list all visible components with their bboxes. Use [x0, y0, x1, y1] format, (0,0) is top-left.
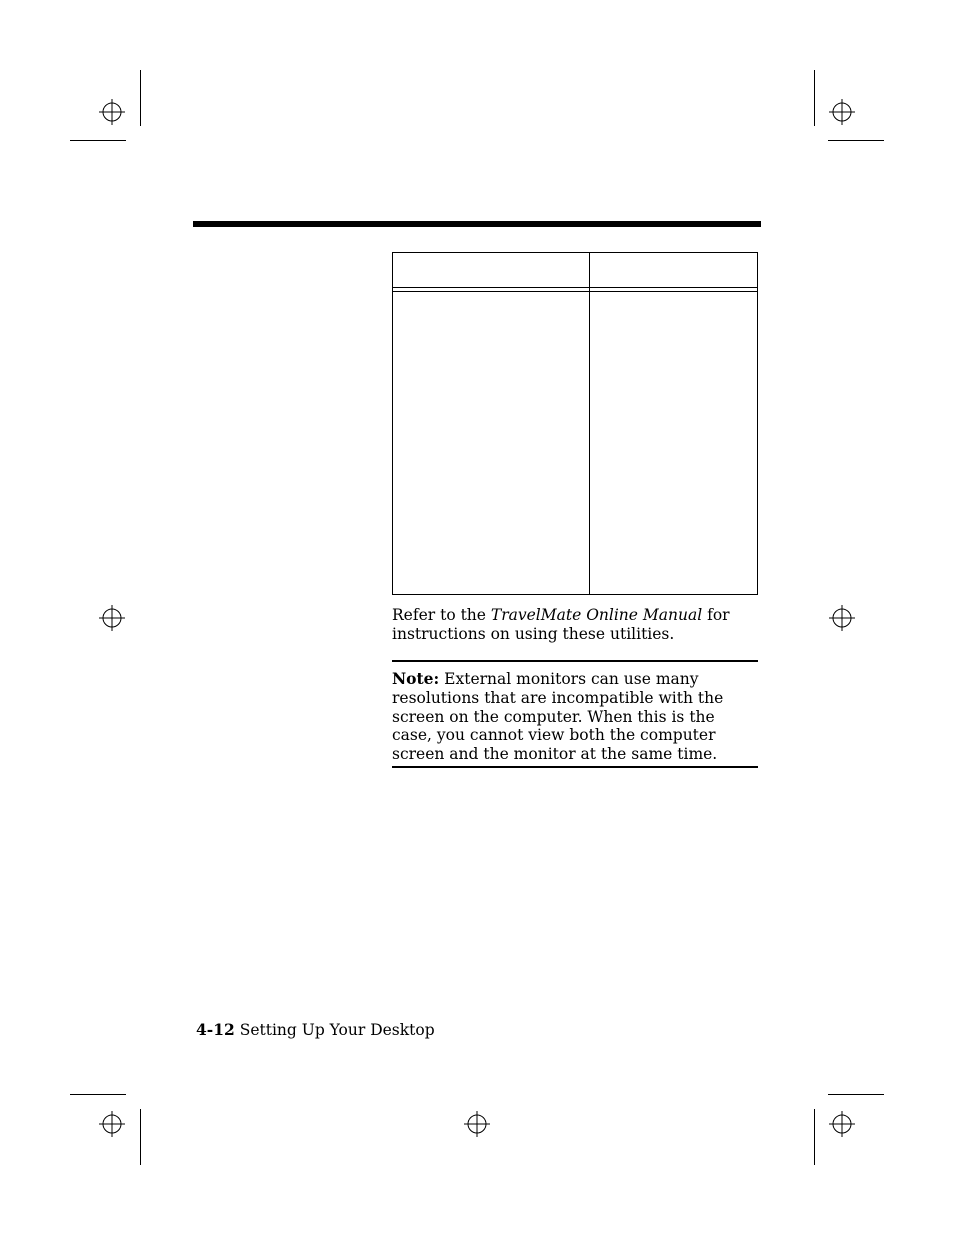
registration-mark-icon — [829, 99, 855, 125]
registration-mark-icon — [829, 605, 855, 631]
crop-mark-top-left-horizontal — [70, 140, 126, 141]
refer-suffix: for instructions on using these utilities. — [392, 606, 730, 643]
crop-mark-top-right-horizontal — [828, 140, 884, 141]
registration-mark-icon — [99, 605, 125, 631]
note-text: External monitors can use many resolutions that are incompatible with the screen on the computer. When this is the case, you cannot view both the computer screen and the monitor at the same time. — [392, 670, 724, 764]
manual-title: TravelMate Online Manual — [490, 606, 703, 624]
note-bottom-rule — [392, 766, 758, 768]
body-paragraph — [392, 606, 760, 644]
page-footer — [196, 1020, 435, 1040]
crop-mark-bottom-right-horizontal — [828, 1094, 884, 1095]
crop-mark-bottom-left-horizontal — [70, 1094, 126, 1095]
note-top-rule — [392, 660, 758, 662]
crop-mark-top-left-vertical — [140, 70, 141, 126]
header-rule — [193, 221, 761, 227]
registration-mark-icon — [99, 1111, 125, 1137]
registration-mark-icon — [829, 1111, 855, 1137]
registration-mark-icon — [464, 1111, 490, 1137]
registration-mark-icon — [99, 99, 125, 125]
crop-mark-top-right-vertical — [814, 70, 815, 126]
crop-mark-bottom-left-vertical — [140, 1109, 141, 1165]
page-number: 4-12 — [196, 1020, 235, 1039]
note-label: Note: — [392, 669, 440, 688]
empty-table — [392, 252, 758, 595]
note-block — [392, 670, 758, 764]
table-header-rule — [393, 287, 757, 288]
section-title: Setting Up Your Desktop — [234, 1021, 435, 1039]
crop-mark-bottom-right-vertical — [814, 1109, 815, 1165]
table-header-rule — [393, 291, 757, 292]
table-column-divider — [589, 253, 590, 594]
refer-prefix: Refer to the — [392, 606, 491, 624]
